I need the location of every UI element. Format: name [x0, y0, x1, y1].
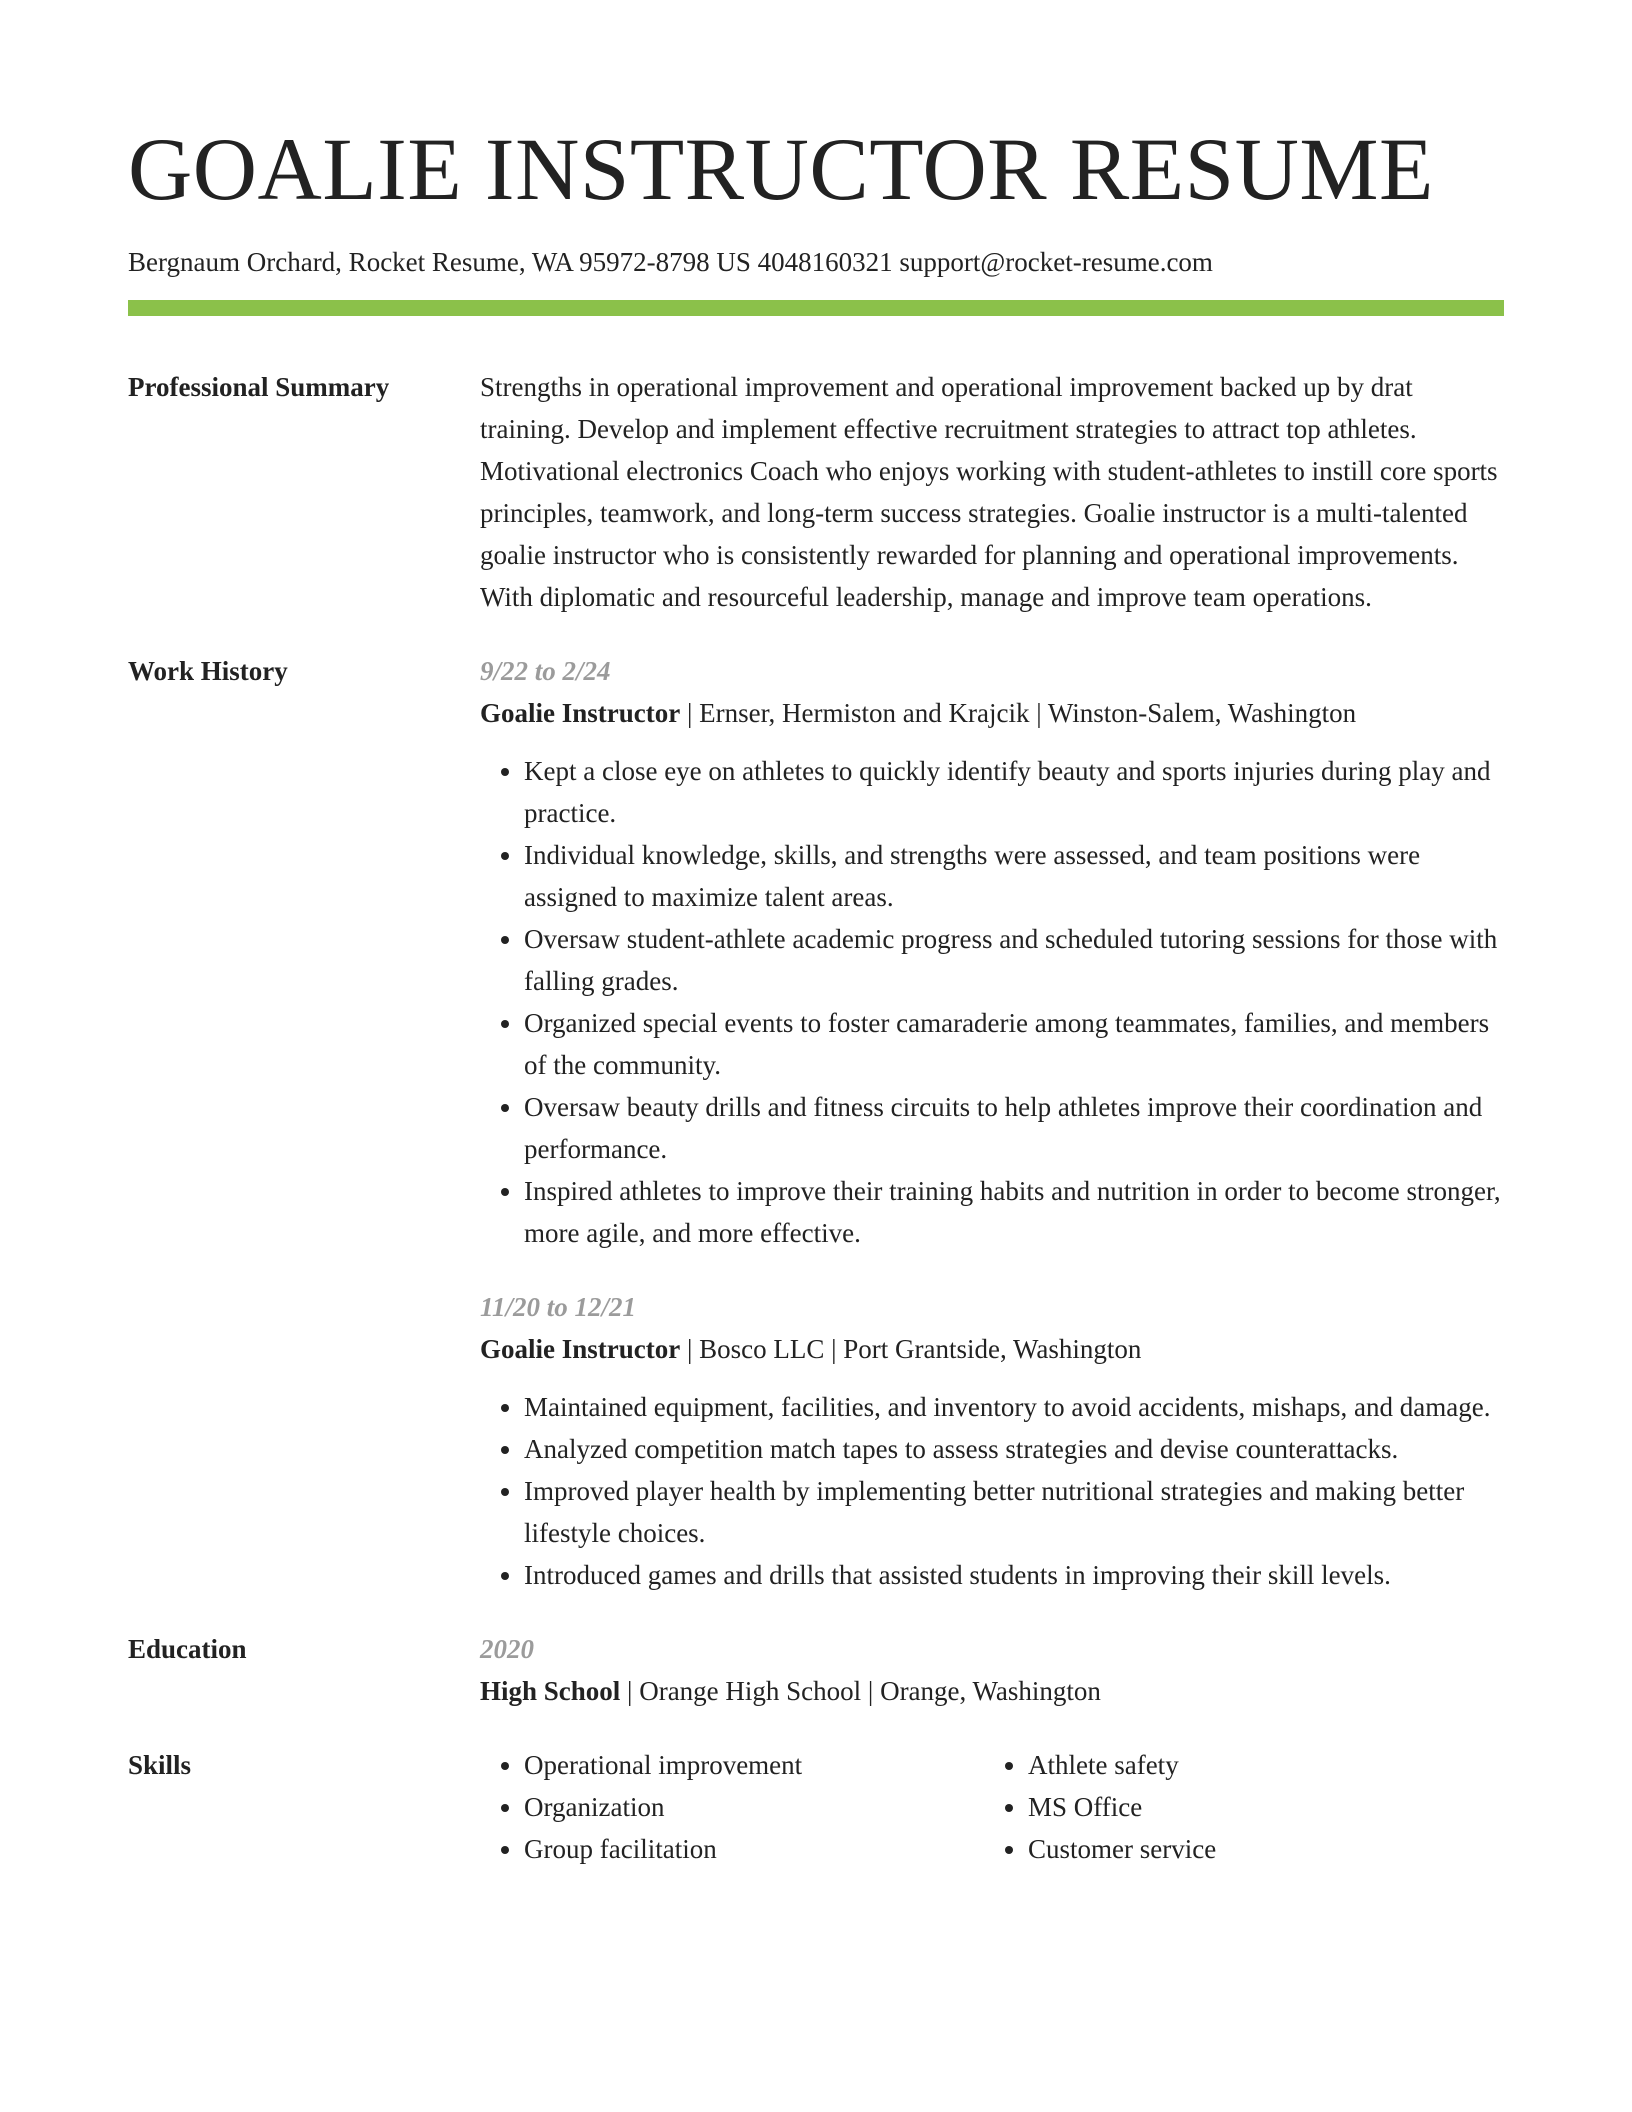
list-item: • Improved player health by implementing better nutritional strategies and making better lifestyle choices. [524, 1470, 1504, 1554]
skill-item: • MS Office [1028, 1786, 1488, 1828]
header-divider [128, 300, 1504, 316]
job-date: 9/22 to 2/24 [480, 656, 611, 686]
education-date: 2020 [480, 1634, 534, 1664]
list-item: • Oversaw beauty drills and fitness circuits to help athletes improve their coordination and performance. [524, 1086, 1504, 1170]
list-item: • Individual knowledge, skills, and strengths were assessed, and team positions were assigned to maximize talent areas. [524, 834, 1504, 918]
job-date: 11/20 to 12/21 [480, 1292, 637, 1322]
summary-text: Strengths in operational improvement and operational improvement backed up by drat training. Develop and implement effective recruitment strategies to attract top athletes. Motivational electronics Coach who enjoys working with student-athletes to instill core sports principles, teamwork, and long-term success strategies. Goalie instructor is a multi-talented goalie instructor who is consistently rewarded for planning and operational improvements. With diplomatic and resourceful leadership, manage and improve team operations. [480, 372, 1498, 612]
skill-item: • Athlete safety [1028, 1744, 1488, 1786]
list-item: • Oversaw student-athlete academic progress and scheduled tutoring sessions for those with falling grades. [524, 918, 1504, 1002]
contact-line: Bergnaum Orchard, Rocket Resume, WA 95972-8798 US 4048160321 support@rocket-resume.com [128, 247, 1213, 277]
education-line [480, 1670, 1504, 1712]
list-item: • Introduced games and drills that assisted students in improving their skill levels. [524, 1554, 1504, 1596]
education-degree: High School [480, 1676, 621, 1706]
skill-item: • Group facilitation [524, 1828, 984, 1870]
list-item: • Kept a close eye on athletes to quickly identify beauty and sports injuries during play and practice. [524, 750, 1504, 834]
job-duties-list [480, 750, 1504, 1254]
list-item: • Analyzed competition match tapes to assess strategies and devise counterattacks. [524, 1428, 1504, 1470]
summary-label: Professional Summary [128, 372, 390, 402]
job-title-line [480, 692, 1504, 734]
education-body [480, 1628, 1504, 1712]
skill-item: • Customer service [1028, 1828, 1488, 1870]
job-employer: | Bosco LLC | Port Grantside, Washington [680, 1334, 1142, 1364]
list-item: • Inspired athletes to improve their training habits and nutrition in order to become stronger, more agile, and more effective. [524, 1170, 1504, 1254]
education-school: | Orange High School | Orange, Washington [620, 1676, 1101, 1706]
skills-list-right [984, 1744, 1488, 1870]
education-label: Education [128, 1634, 247, 1664]
education-section [128, 1628, 1504, 1712]
job-title: Goalie Instructor [480, 698, 681, 728]
job-entry [480, 1286, 1504, 1596]
skills-list-left [480, 1744, 984, 1870]
list-item: • Organized special events to foster camaraderie among teammates, families, and members of the community. [524, 1002, 1504, 1086]
job-duties-list [480, 1386, 1504, 1596]
job-title-line [480, 1328, 1504, 1370]
skills-label: Skills [128, 1750, 192, 1780]
skills-grid [480, 1744, 1504, 1870]
skill-item: • Organization [524, 1786, 984, 1828]
list-item: • Maintained equipment, facilities, and inventory to avoid accidents, mishaps, and damage. [524, 1386, 1504, 1428]
work-history-body [480, 650, 1504, 1596]
work-history-section [128, 650, 1504, 1596]
skills-section [128, 1744, 1504, 1870]
page-title: GOALIE INSTRUCTOR RESUME [128, 121, 1434, 219]
job-title: Goalie Instructor [480, 1334, 681, 1364]
summary-section [128, 366, 1504, 618]
job-entry [480, 650, 1504, 1254]
job-employer: | Ernser, Hermiston and Krajcik | Winston-Salem, Washington [680, 698, 1357, 728]
skill-item: • Operational improvement [524, 1744, 984, 1786]
work-history-label: Work History [128, 656, 288, 686]
